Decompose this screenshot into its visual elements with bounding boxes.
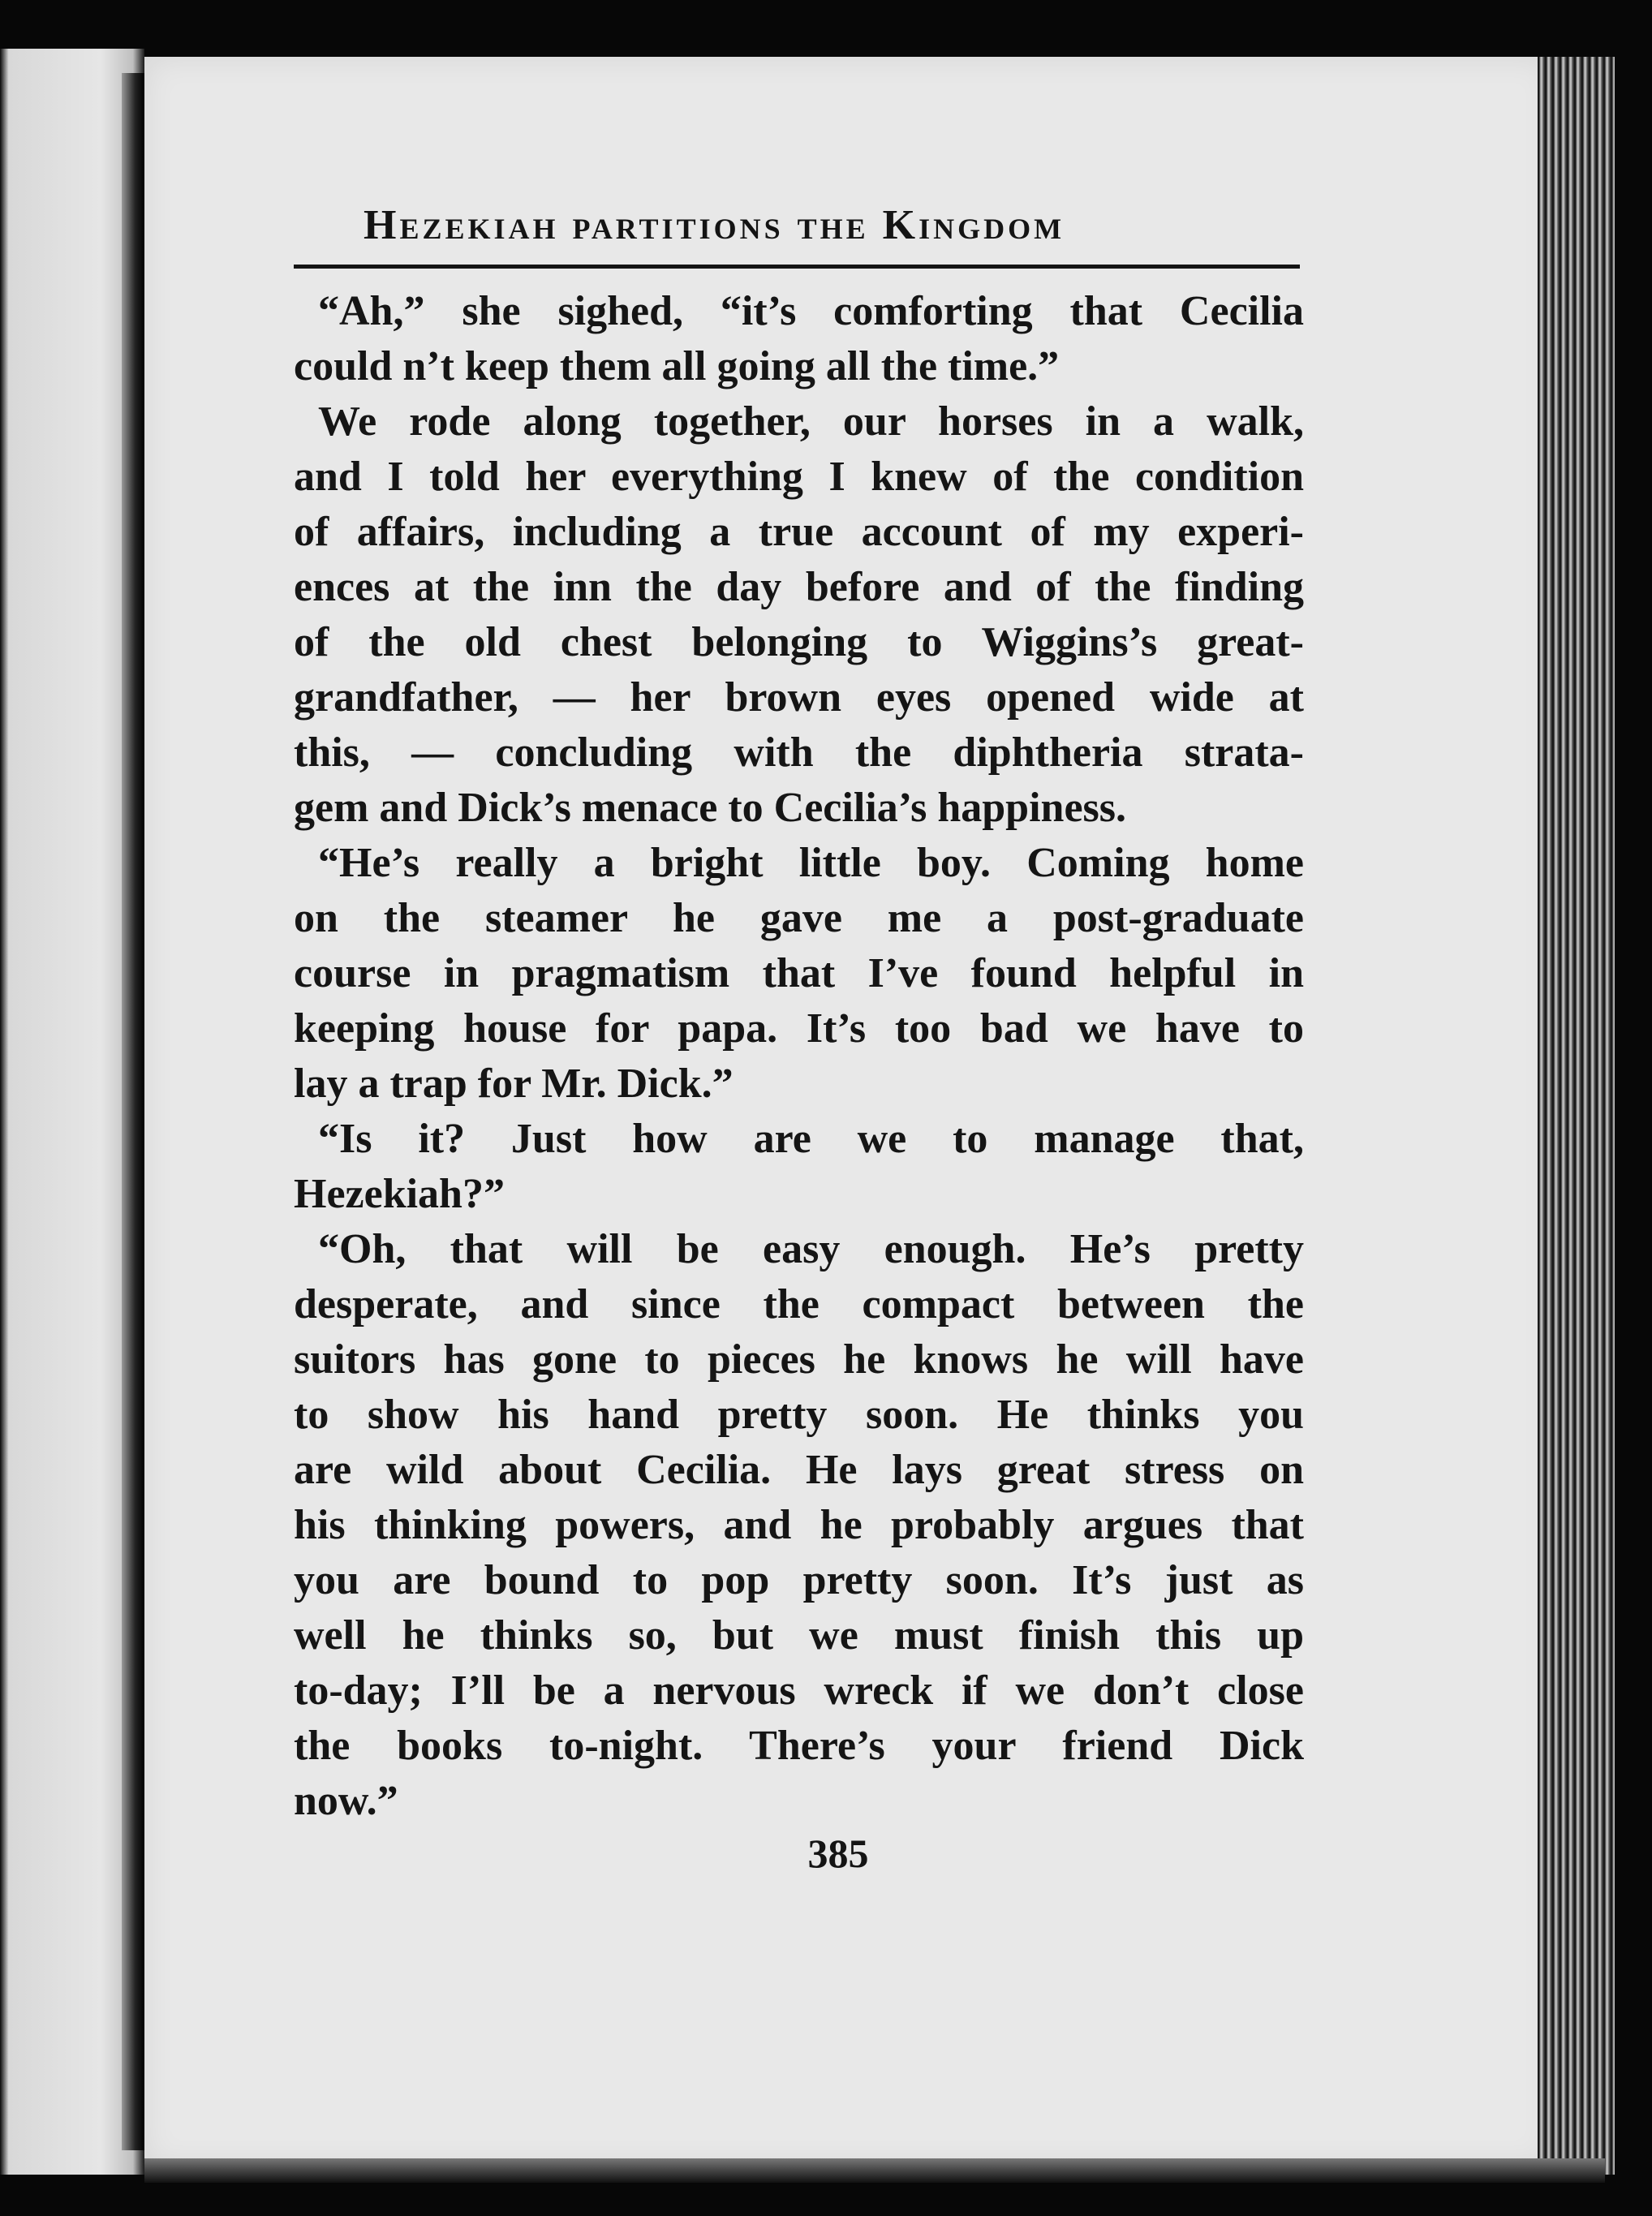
text-line: on the steamer he gave me a post-graduate <box>294 895 1304 941</box>
bottom-page-shadow <box>144 2158 1605 2183</box>
running-head: Hezekiah partitions the Kingdom <box>364 202 1065 248</box>
text-line: “He’s really a bright little boy. Coming home <box>318 840 1304 886</box>
text-line: “Oh, that will be easy enough. He’s pretty <box>318 1226 1304 1272</box>
text-line: to show his hand pretty soon. He thinks you <box>294 1392 1304 1438</box>
text-line: lay a trap for Mr. Dick.” <box>294 1061 734 1107</box>
page-number: 385 <box>807 1831 869 1876</box>
text-line: ences at the inn the day before and of the finding <box>294 564 1304 610</box>
text-line: course in pragmatism that I’ve found helpful in <box>294 950 1304 996</box>
text-line: to-day; I’ll be a nervous wreck if we don’t close <box>294 1667 1304 1714</box>
text-line: his thinking powers, and he probably argues that <box>294 1502 1304 1548</box>
text-line: grandfather, — her brown eyes opened wide at <box>294 674 1304 721</box>
text-line: are wild about Cecilia. He lays great stress on <box>294 1447 1304 1493</box>
text-line: of affairs, including a true account of my experi- <box>294 509 1304 555</box>
text-line: suitors has gone to pieces he knows he will have <box>294 1336 1304 1383</box>
text-line: desperate, and since the compact between the <box>294 1281 1304 1327</box>
text-line: “Is it? Just how are we to manage that, <box>318 1116 1304 1162</box>
text-line: you are bound to pop pretty soon. It’s just as <box>294 1557 1304 1603</box>
text-line: “Ah,” she sighed, “it’s comforting that Cecilia <box>318 288 1304 334</box>
text-line: the books to-night. There’s your friend Dick <box>294 1723 1304 1769</box>
text-line: well he thinks so, but we must finish this up <box>294 1612 1304 1659</box>
text-line: We rode along together, our horses in a walk, <box>318 398 1304 445</box>
text-line: could n’t keep them all going all the time.” <box>294 343 1060 389</box>
text-line: now.” <box>294 1778 398 1824</box>
text-line: Hezekiah?” <box>294 1171 505 1217</box>
text-line: keeping house for papa. It’s too bad we have to <box>294 1005 1304 1052</box>
text-line: this, — concluding with the diphtheria strata- <box>294 729 1304 776</box>
head-rule <box>294 265 1300 269</box>
body-text <box>294 284 1304 1829</box>
text-line: of the old chest belonging to Wiggins’s great- <box>294 619 1304 665</box>
text-line: gem and Dick’s menace to Cecilia’s happiness. <box>294 785 1127 831</box>
page-number-wrap <box>0 1830 1652 1877</box>
text-line: and I told her everything I knew of the condition <box>294 454 1304 500</box>
